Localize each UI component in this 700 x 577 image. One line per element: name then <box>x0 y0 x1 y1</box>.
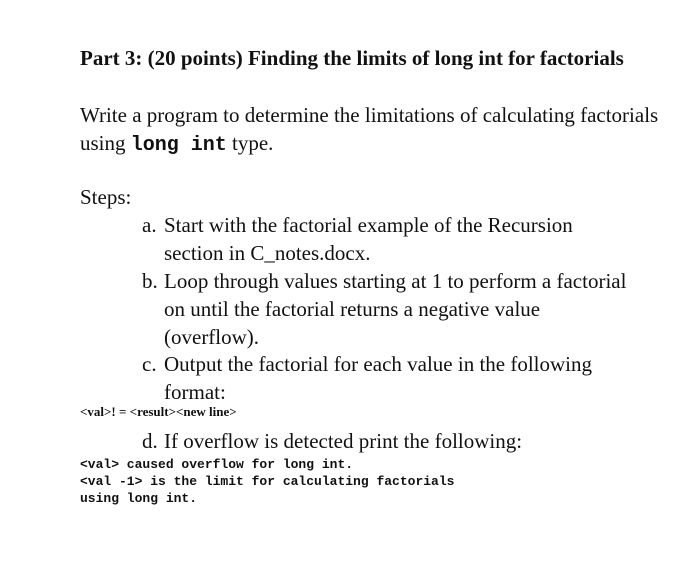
step-a-text: Start with the factorial example of the Recursion section in C_notes.docx. <box>164 213 573 265</box>
step-d-text: If overflow is detected print the following: <box>164 429 523 453</box>
intro-code-long-int: long int <box>130 134 227 157</box>
step-b-marker: b. <box>142 269 158 293</box>
step-d-marker: d. <box>142 429 158 453</box>
steps-label: Steps: <box>80 185 132 209</box>
overflow-output-line-1: <val> caused overflow for long int. <box>80 457 354 472</box>
step-a-marker: a. <box>142 213 157 237</box>
step-a <box>142 211 632 267</box>
overflow-output-line-3: using long int. <box>80 491 198 506</box>
step-c-marker: c. <box>142 352 157 376</box>
step-d <box>142 427 632 455</box>
step-c-text: Output the factorial for each value in the following format: <box>164 352 593 404</box>
step-c <box>142 350 632 406</box>
step-b-text: Loop through values starting at 1 to perform a factorial on until the factorial returns a negative value (overflow). <box>164 269 627 349</box>
intro-text-before: Write a program to determine the limitations of calculating factorials using <box>80 103 659 155</box>
overflow-output-block <box>80 456 640 507</box>
step-b <box>142 267 632 351</box>
overflow-output-line-2: <val -1> is the limit for calculating factorials <box>80 474 455 489</box>
output-format-line: <val>! = <result><new line> <box>80 404 237 419</box>
part-heading: Part 3: (20 points) Finding the limits of long int for factorials <box>80 46 624 70</box>
intro-paragraph <box>80 101 660 160</box>
intro-text-after: type. <box>226 131 274 155</box>
